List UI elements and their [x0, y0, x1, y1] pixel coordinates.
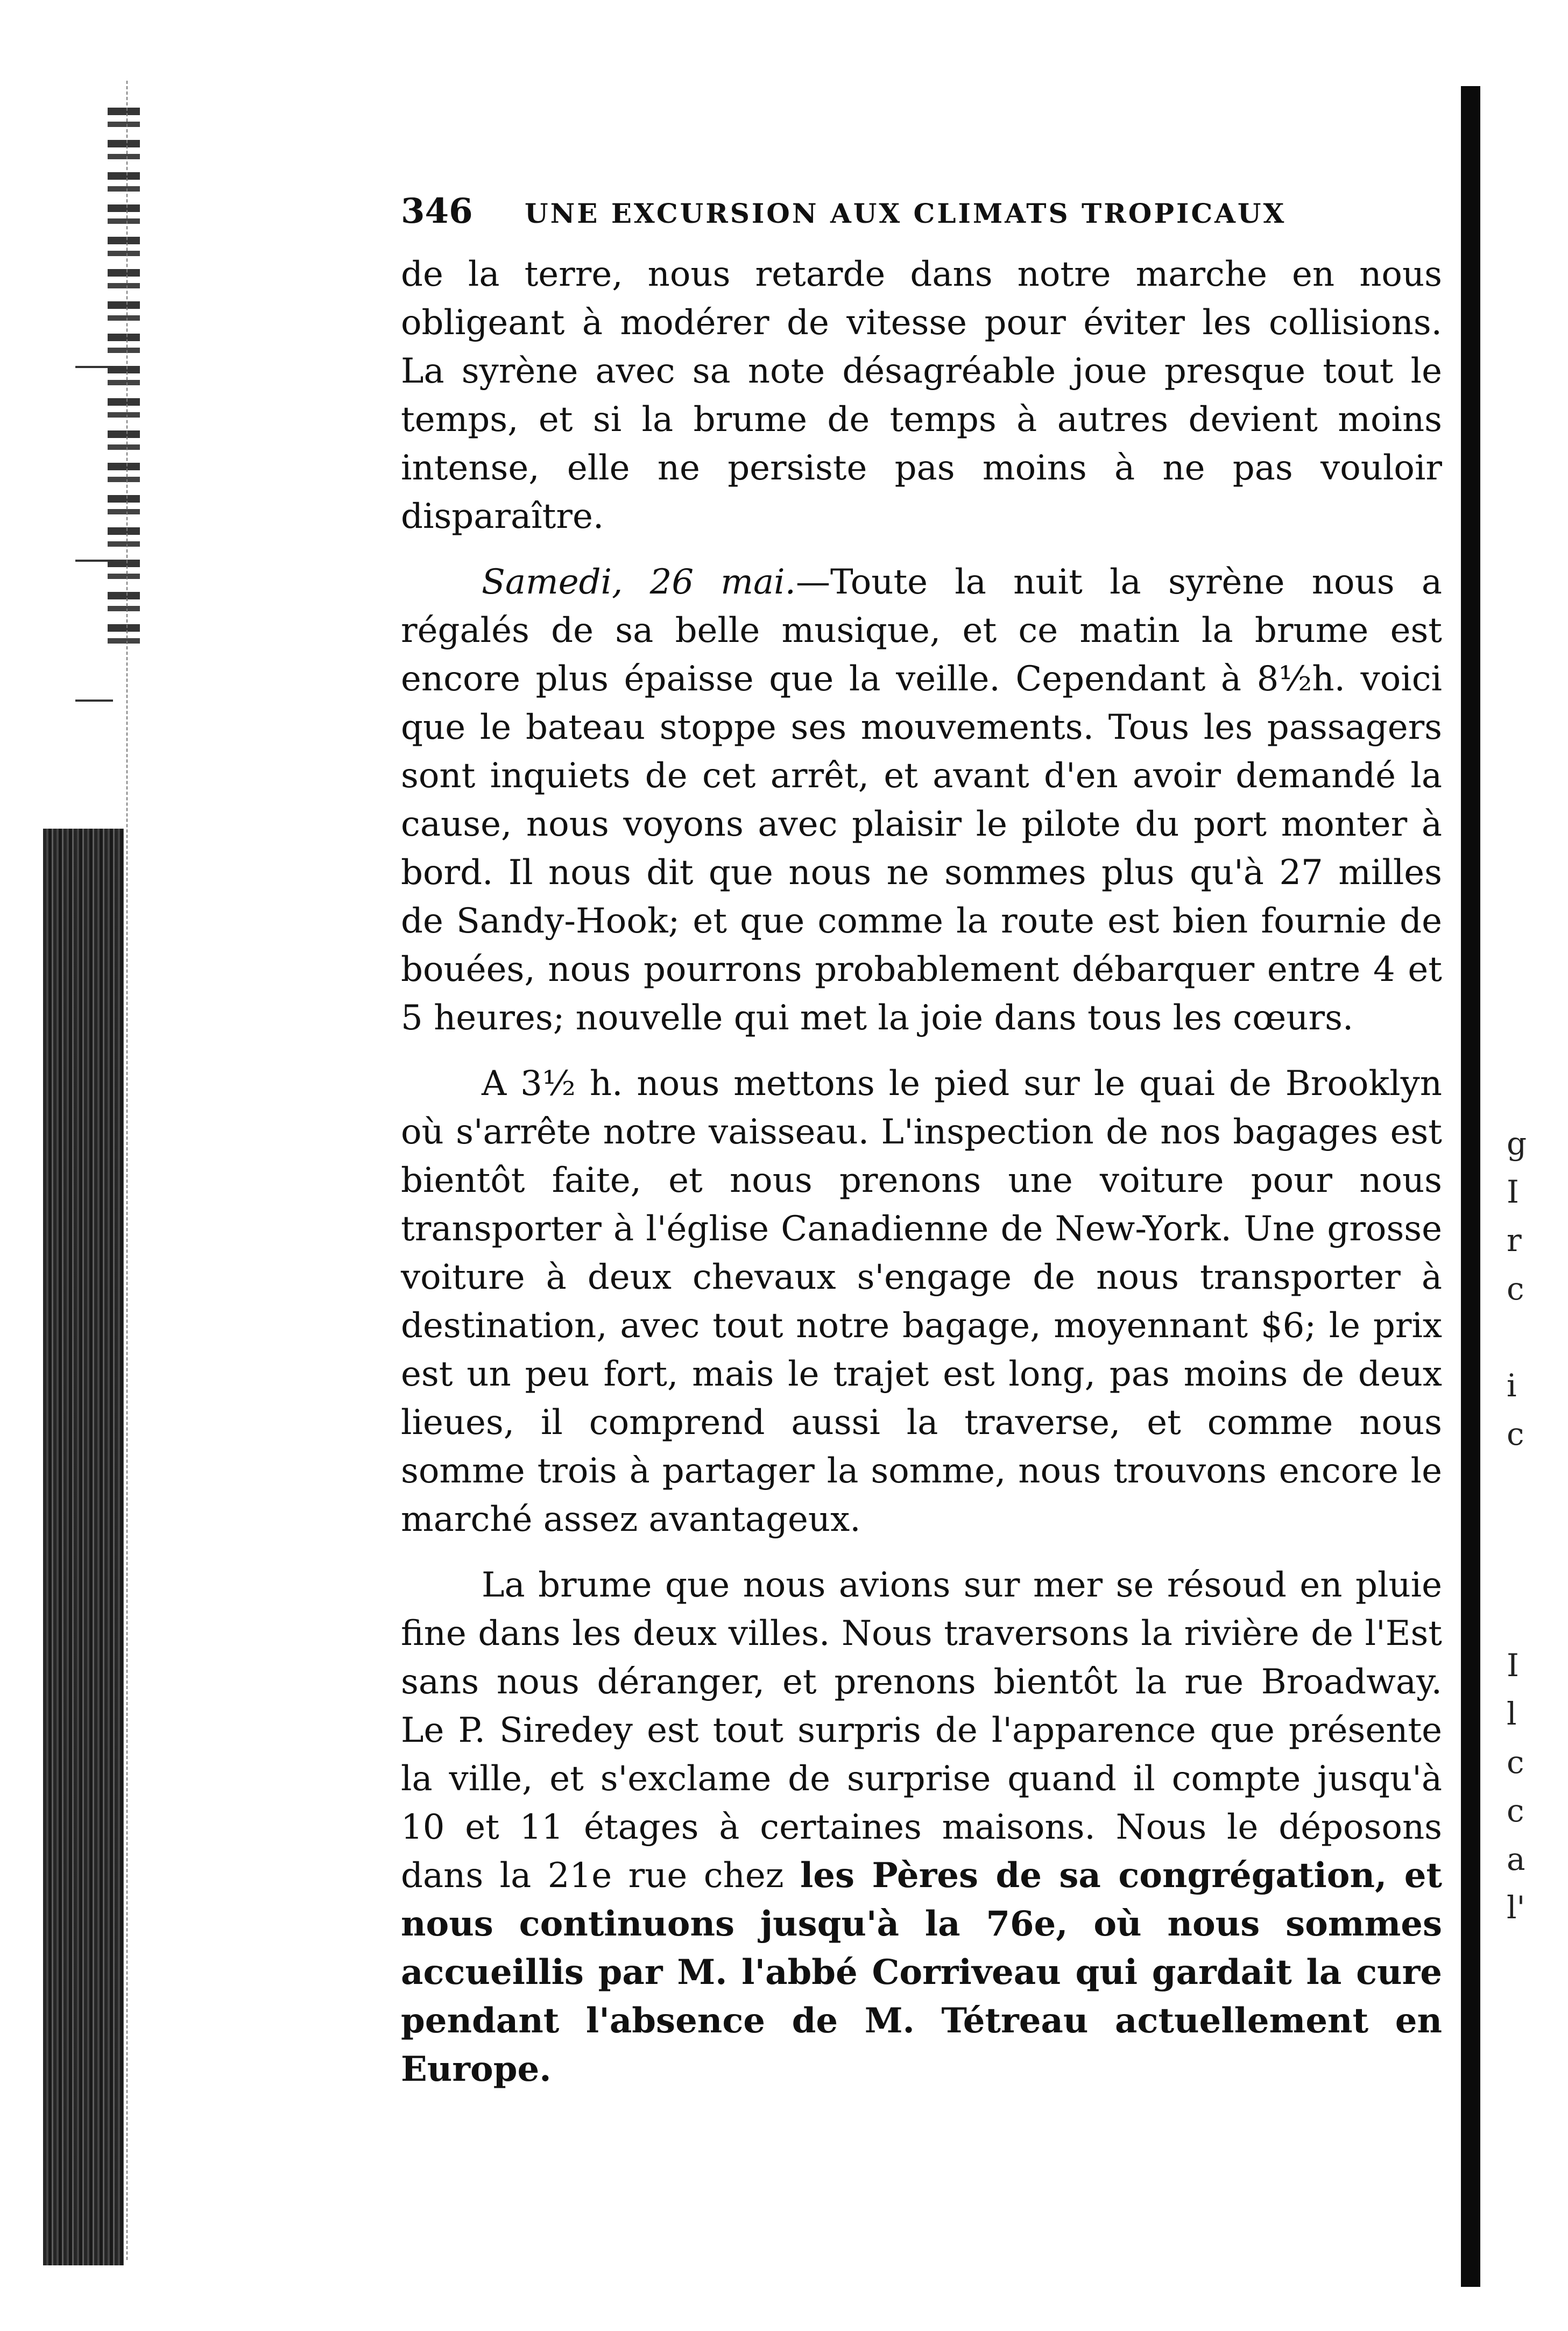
- page-number: 346: [401, 191, 473, 231]
- fragment-char: c: [1507, 1270, 1524, 1307]
- scan-edge-left-dashes: [126, 81, 144, 2260]
- fragment-char: a: [1507, 1841, 1525, 1877]
- fragment-char: c: [1507, 1744, 1524, 1781]
- paragraph-2: [401, 558, 1442, 1042]
- running-title: UNE EXCURSION AUX CLIMATS TROPICAUX: [525, 197, 1287, 229]
- fragment-char: l: [1507, 1696, 1517, 1732]
- running-header: [401, 191, 1442, 239]
- fragment-char: I: [1507, 1647, 1519, 1684]
- scan-edge-left-bar: [43, 829, 124, 2265]
- diary-date: Samedi, 26 mai.: [482, 562, 796, 602]
- scan-tick-mark: [75, 366, 113, 368]
- fragment-char: l': [1507, 1889, 1525, 1926]
- paragraph-4: [401, 1561, 1442, 2094]
- fragment-char: g: [1507, 1125, 1527, 1162]
- facing-page-fragments: [1507, 1119, 1539, 1932]
- paragraph-text: de la terre, nous retarde dans notre marche en nous obligeant à modérer de vitesse pour éviter les collisions. La syrène avec sa note désagréable joue presque tout le temps, et si la brume de temps à autres devient moins intense, elle ne persiste pas moins à ne pas vouloir disparaître.: [401, 255, 1442, 536]
- scan-tick-mark: [75, 560, 113, 562]
- paragraph-text: La brume que nous avions sur mer se résoud en pluie fine dans les deux villes. Nous traversons la rivière de l'Est sans nous déranger, et prenons bientôt la rue Broadway. Le P. Siredey est tout surpris de l'apparence que présente la ville, et s'exclame de surprise quand il compte jusqu'à 10 et 11 étages à certaines maisons. Nous le déposons dans la 21e rue chez: [401, 1565, 1442, 1896]
- book-page: [401, 191, 1442, 2111]
- paragraph-1: [401, 250, 1442, 541]
- paragraph-text: A 3½ h. nous mettons le pied sur le quai de Brooklyn où s'arrête notre vaisseau. L'inspection de nos bagages est bientôt faite, et nous prenons une voiture pour nous transporter à l'église Canadienne de New-York. Une grosse voiture à deux chevaux s'engage de nous transporter à destination, avec tout notre bagage, moyennant $6; le prix est un peu fort, mais le trajet est long, pas moins de deux lieues, il comprend aussi la traverse, et comme nous somme trois à partager la somme, nous trouvons encore le marché assez avantageux.: [401, 1064, 1442, 1539]
- fragment-char: I: [1507, 1174, 1519, 1210]
- scan-tick-mark: [75, 700, 113, 702]
- fragment-char: i: [1507, 1367, 1517, 1404]
- paragraph-text: —Toute la nuit la syrène nous a régalés de sa belle musique, et ce matin la brume est encore plus épaisse que la veille. Cependant à 8½h. voici que le bateau stoppe ses mouvements. Tous les passagers sont inquiets de cet arrêt, et avant d'en avoir demandé la cause, nous voyons avec plaisir le pilote du port monter à bord. Il nous dit que nous ne sommes plus qu'à 27 milles de Sandy-Hook; et que comme la route est bien fournie de bouées, nous pourrons probablement débarquer entre 4 et 5 heures; nouvelle qui met la joie dans tous les cœurs.: [401, 562, 1443, 1038]
- fragment-char: c: [1507, 1792, 1524, 1829]
- fragment-char: c: [1507, 1416, 1524, 1452]
- paragraph-3: [401, 1059, 1442, 1544]
- scan-edge-right-bar: [1461, 86, 1480, 2287]
- fragment-char: r: [1507, 1222, 1522, 1259]
- paragraph-text-bold: les Pères de sa congrégation, et nous continuons jusqu'à la 76e, où nous sommes accueillis par M. l'abbé Corriveau qui gardait la cure pendant l'absence de M. Tétreau actuellement en Europe.: [401, 1855, 1443, 2089]
